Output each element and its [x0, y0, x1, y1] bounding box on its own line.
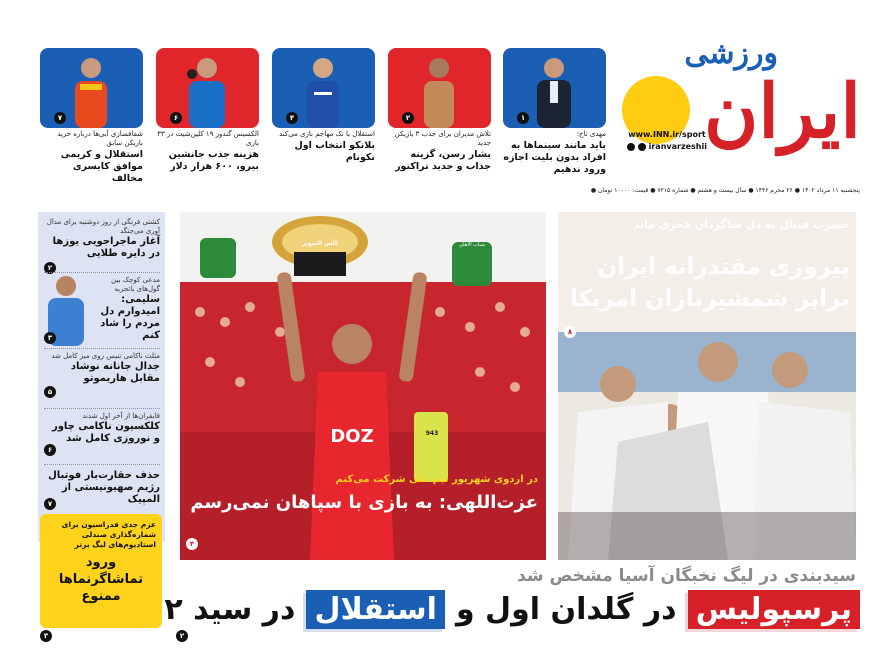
sidebar-headline: کلکسیون ناکامی چاور و نوروزی کامل شد [51, 421, 160, 444]
main-end: در سید ۲ [164, 592, 296, 627]
sidebar-kicker: مدعی کوچک بین گول‌های باتجربه [111, 276, 160, 293]
dateline: پنجشنبه ۱۱ مرداد ۱۴۰۲ ● ۲۶ محرم ۱۴۴۶ ● سال بیست و هشتم ● شماره ۷۲۱۵ ● قیمت: ۱۰۰۰۰ تومان ● [590, 187, 860, 194]
sidebar-number: ۵ [44, 386, 56, 398]
card-number: ۷ [54, 112, 66, 124]
person-photo-icon [418, 54, 460, 128]
social-handle: iranvarzeshii [648, 142, 707, 151]
main-kicker: سیدبندی در لیگ نخبگان آسیا مشخص شد [517, 566, 856, 586]
right-number: ۸ [564, 326, 576, 338]
card-photo [388, 48, 491, 128]
right-photo [558, 212, 856, 560]
top-card-2[interactable] [388, 48, 491, 198]
right-headline-2[interactable]: برابر شمشیربازان امریکا [569, 286, 850, 312]
person-photo-icon [533, 54, 575, 128]
card-number: ۲ [402, 112, 414, 124]
card-headline: استقلال و کریمی موافق کایسری مخالف [60, 149, 143, 184]
banner-graphic [452, 242, 492, 286]
person-photo-icon [70, 54, 112, 128]
jersey-text: DOZ [330, 426, 374, 447]
sidebar-number: ۷ [44, 498, 56, 510]
card-headline: هزینه جذب جانشین بیرو، ۶۰۰ هزار دلار [168, 149, 259, 172]
center-headline[interactable]: عزت‌اللهی: به بازی با سپاهان نمی‌رسم [190, 492, 538, 513]
main-word-1: پرسپولیس [688, 590, 860, 629]
divider [44, 348, 160, 349]
sidebar-headline: سلیمی: امیدوارم دل مردم را شاد کنم [100, 294, 160, 341]
main-headline[interactable] [164, 590, 860, 644]
sidebar-headline: جدال جانانه نوشاد مقابل هاریموتو [70, 361, 160, 384]
trophy-text: كأس السوبر [301, 240, 339, 247]
sign-text: 943 [425, 430, 439, 437]
promo-number: ۳ [40, 630, 52, 642]
sidebar-item[interactable] [44, 412, 160, 454]
social-row [622, 142, 712, 151]
main-number: ۲ [176, 630, 188, 642]
promo-kicker: عزم جدی فدراسیون برای شماره‌گذاری صندلی استادیوم‌های لیگ برتر [61, 520, 156, 549]
sidebar-headline: آغاز ماجراجویی یوزها در دایره طلایی [52, 236, 160, 259]
banner-text: شباب الأهلي [458, 242, 486, 248]
card-kicker: تلاش مدیران برای جذب ۳ بازیکن جدید [394, 130, 491, 147]
center-photo [180, 212, 546, 560]
card-photo [40, 48, 143, 128]
top-card-1[interactable] [503, 48, 606, 198]
card-number: ۶ [170, 112, 182, 124]
card-headline: بلانکو انتخاب اول نکونام [294, 140, 375, 163]
sidebar-kicker: مثلث ناکامی تنیس روی میز کامل شد [51, 352, 160, 360]
card-kicker: الکسیس گندوز ۱۹ کلین‌شیت در ۳۳ بازی [157, 130, 259, 147]
main-middle: در گلدان اول و [455, 592, 677, 627]
card-number: ۱ [517, 112, 529, 124]
card-photo [272, 48, 375, 128]
sidebar [38, 212, 165, 542]
card-number: ۴ [286, 112, 298, 124]
sidebar-kicker: قایقران‌ها از آخر اول شدند [82, 412, 160, 420]
right-headline-1[interactable]: پیروزی مقتدرانه ایران [597, 254, 850, 280]
promo-headline: ورود تماشاگرنماها ممنوع [58, 555, 144, 604]
sidebar-item[interactable] [44, 470, 160, 506]
logo-main: ایران [704, 69, 861, 155]
center-kicker: در اردوی شهریور تیم ملی شرکت می‌کنم [335, 474, 538, 485]
logo-sub: ورزشی [684, 36, 778, 71]
sidebar-kicker: کشتی فرنگی از روز دوشنبه برای مدال آوری می‌جنگد [46, 218, 160, 235]
divider [44, 408, 160, 409]
card-photo [156, 48, 259, 128]
top-card-5[interactable] [40, 48, 143, 198]
promo-box[interactable] [40, 514, 162, 628]
sidebar-number: ۶ [44, 444, 56, 456]
instagram-icon [627, 143, 635, 151]
card-kicker: شفافسازی آبی‌ها درباره خرید بازیکن سابق [57, 130, 143, 147]
center-number: ۴ [186, 538, 198, 550]
sidebar-number: ۳ [44, 332, 56, 344]
sidebar-number: ۲ [44, 262, 56, 274]
card-kicker: مهدی تاج: [576, 130, 606, 138]
sidebar-headline: حذف حقارت‌بار فوتبال رژیم صهیونیستی از المپیک [48, 470, 160, 505]
card-kicker: استقلال با تک مهاجم بازی می‌کند [279, 130, 375, 138]
right-kicker: حسرت فینال به دل شاگردان فخری ماند [633, 218, 850, 231]
sidebar-item[interactable] [44, 218, 160, 272]
main-word-2: استقلال [306, 590, 444, 629]
person-photo-icon [302, 54, 344, 128]
top-card-4[interactable] [156, 48, 259, 198]
card-headline: بشار رسن، گزینه جذاب و جدید تراکتور [395, 149, 491, 172]
telegram-icon [638, 143, 646, 151]
card-headline: باید مانند سینماها به افراد بدون بلیت اجازه ورود ندهیم [503, 140, 606, 175]
card-photo [503, 48, 606, 128]
person-photo-icon [186, 54, 228, 128]
sidebar-item[interactable] [44, 352, 160, 396]
top-card-3[interactable] [272, 48, 375, 198]
website-link[interactable]: www.INN.ir/sport [628, 130, 706, 139]
divider [44, 464, 160, 465]
